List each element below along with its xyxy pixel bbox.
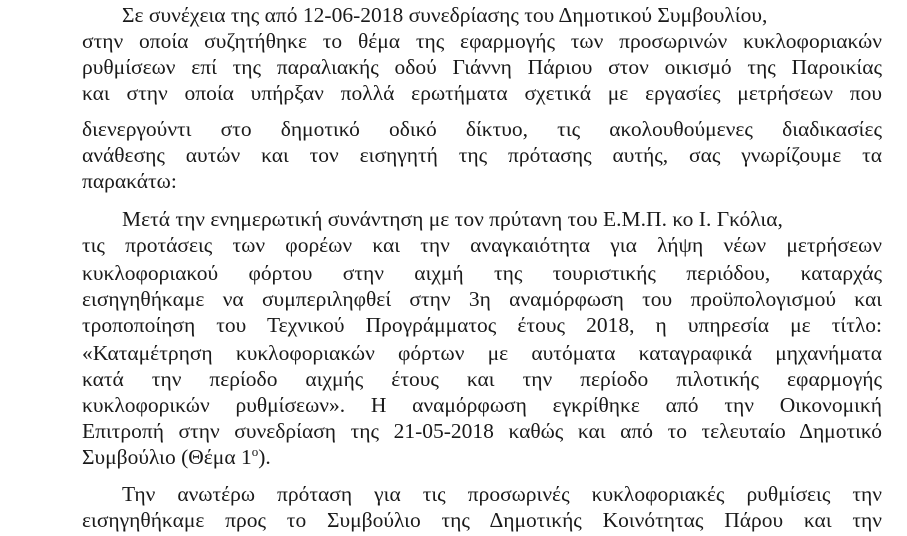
paragraph-2-line-4: εισηγηθήκαμε να συμπεριληφθεί στην 3η αναμόρφωση του προϋπολογισμού και (82, 287, 882, 311)
paragraph-2-line-9: Επιτροπή στην συνεδρίαση της 21-05-2018 καθώς και από το τελευταίο Δημοτικό (82, 419, 882, 443)
paragraph-1-line-2: στην οποία συζητήθηκε το θέμα της εφαρμογής των προσωρινών κυκλοφοριακών (82, 29, 882, 53)
paragraph-2-line-10-text: Συμβούλιο (Θέμα 1 (82, 445, 252, 469)
paragraph-1-line-3: ρυθμίσεων επί της παραλιακής οδού Γιάννη Πάριου στον οικισμό της Παροικίας (82, 55, 882, 79)
paragraph-1-line-7: παρακάτω: (82, 169, 177, 193)
paragraph-1-line-1: Σε συνέχεια της από 12-06-2018 συνεδρίασης του Δημοτικού Συμβουλίου, (122, 3, 768, 27)
paragraph-2-line-10-end: ). (258, 445, 271, 469)
paragraph-1-line-5: διενεργούντι στο δημοτικό οδικό δίκτυο, τις ακολουθούμενες διαδικασίες (82, 117, 882, 141)
paragraph-2-line-7: κατά την περίοδο αιχμής έτους και την περίοδο πιλοτικής εφαρμογής (82, 367, 882, 391)
paragraph-3-line-1: Την ανωτέρω πρόταση για τις προσωρινές κυκλοφοριακές ρυθμίσεις την (122, 482, 882, 506)
paragraph-2-line-6: «Καταμέτρηση κυκλοφοριακών φόρτων με αυτόματα καταγραφικά μηχανήματα (82, 341, 882, 365)
paragraph-2-line-10 (82, 445, 271, 469)
paragraph-1-line-6: ανάθεσης αυτών και τον εισηγητή της πρότασης αυτής, σας γνωρίζουμε τα (82, 143, 882, 167)
paragraph-2-line-5: τροποποίηση του Τεχνικού Προγράμματος έτους 2018, η υπηρεσία με τίτλο: (82, 313, 882, 337)
paragraph-2-line-2: τις προτάσεις των φορέων και την αναγκαιότητα για λήψη νέων μετρήσεων (82, 233, 882, 257)
ordinal-superscript: ο (251, 443, 259, 459)
paragraph-1-line-4: και στην οποία υπήρξαν πολλά ερωτήματα σχετικά με εργασίες μετρήσεων που (82, 81, 882, 105)
paragraph-2-line-8: κυκλοφορικών ρυθμίσεων». Η αναμόρφωση εγκρίθηκε από την Οικονομική (82, 393, 882, 417)
paragraph-2-line-1: Μετά την ενημερωτική συνάντηση με τον πρύτανη του Ε.Μ.Π. κο Ι. Γκόλια, (122, 207, 783, 231)
paragraph-2-line-3: κυκλοφοριακού φόρτου στην αιχμή της τουριστικής περιόδου, καταρχάς (82, 261, 882, 285)
paragraph-3-line-2: εισηγηθήκαμε προς το Συμβούλιο της Δημοτικής Κοινότητας Πάρου και την (82, 508, 882, 532)
